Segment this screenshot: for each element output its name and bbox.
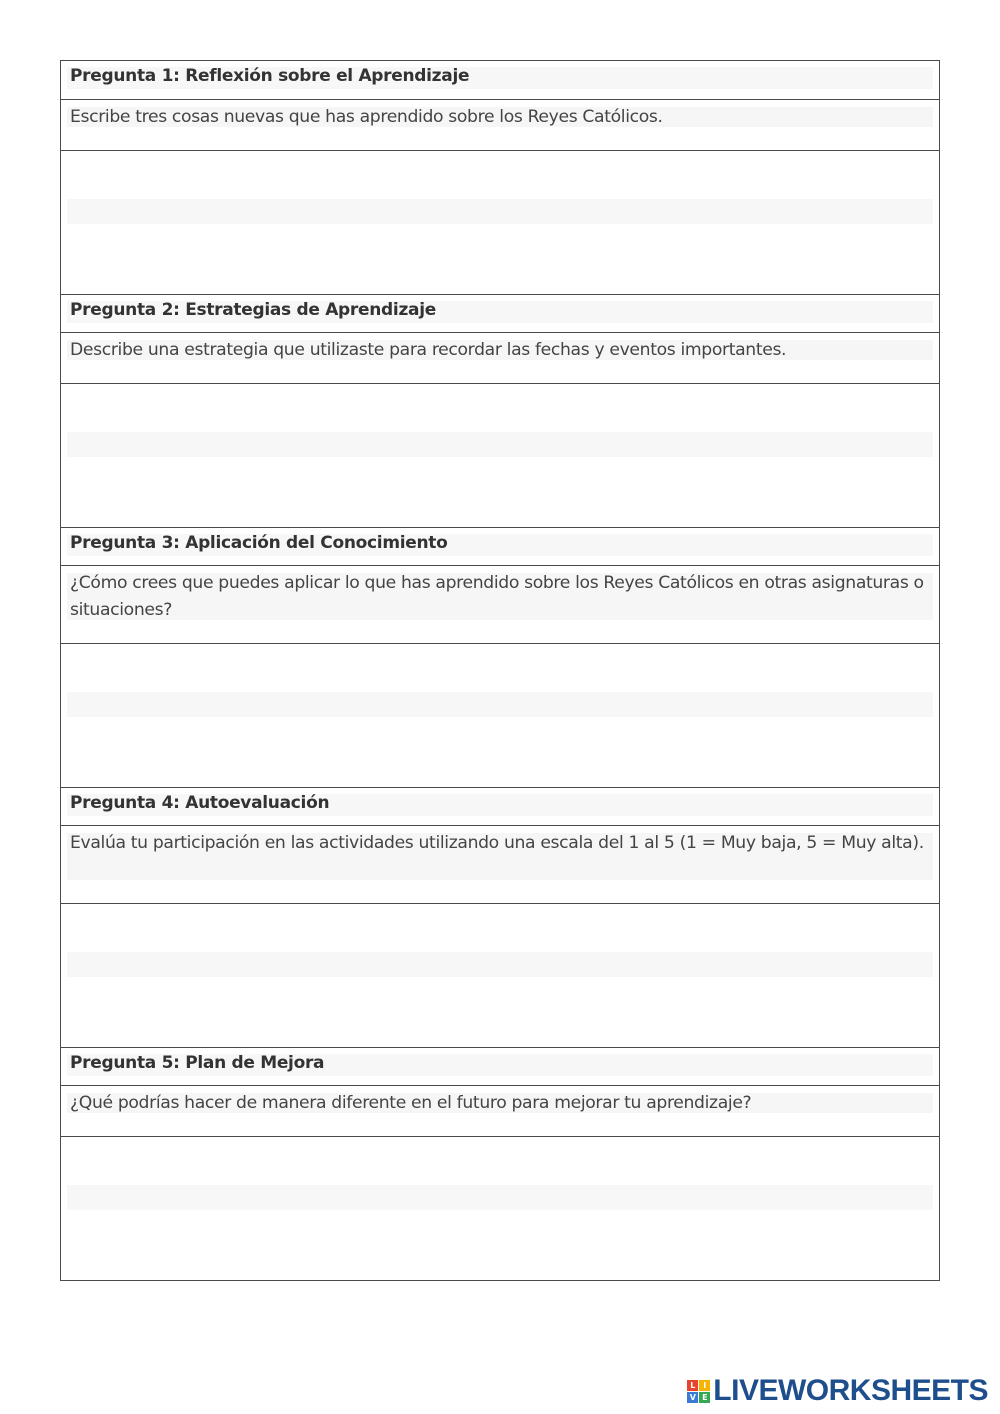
question-1-prompt-row (61, 99, 939, 150)
logo-letter-v: V (687, 1392, 698, 1403)
question-5-title-row (61, 1047, 939, 1085)
question-2-title-row (61, 294, 939, 332)
question-3-answer-input[interactable] (67, 692, 933, 717)
question-1-prompt: Escribe tres cosas nuevas que has aprendido sobre los Reyes Católicos. (70, 107, 663, 127)
question-2-prompt-row (61, 332, 939, 383)
question-5-answer-row (61, 1136, 939, 1280)
question-2-title: Pregunta 2: Estrategias de Aprendizaje (70, 300, 436, 320)
question-2-prompt: Describe una estrategia que utilizaste para recordar las fechas y eventos importantes. (70, 340, 787, 360)
question-4-title-row (61, 787, 939, 825)
question-2-answer-row (61, 383, 939, 527)
question-4-answer-input[interactable] (67, 952, 933, 977)
brand-name: LIVEWORKSHEETS (713, 1374, 988, 1407)
logo-letter-l: L (687, 1380, 698, 1391)
logo-letter-i: I (699, 1380, 710, 1391)
question-3-prompt: ¿Cómo crees que puedes aplicar lo que has aprendido sobre los Reyes Católicos en otras asignaturas o situaciones? (70, 573, 924, 620)
question-1-answer-row (61, 150, 939, 294)
liveworksheets-logo (687, 1374, 988, 1408)
question-3-prompt-row (61, 565, 939, 643)
question-5-title: Pregunta 5: Plan de Mejora (70, 1053, 325, 1073)
question-5-prompt-row (61, 1085, 939, 1136)
question-1-title: Pregunta 1: Reflexión sobre el Aprendizaje (70, 66, 470, 86)
question-5-answer-input[interactable] (67, 1185, 933, 1210)
question-3-title-row (61, 527, 939, 565)
question-5-prompt: ¿Qué podrías hacer de manera diferente en el futuro para mejorar tu aprendizaje? (70, 1093, 752, 1113)
question-4-prompt-row (61, 825, 939, 903)
question-3-answer-row (61, 643, 939, 787)
question-1-title-row (61, 61, 939, 99)
question-4-prompt: Evalúa tu participación en las actividades utilizando una escala del 1 al 5 (1 = Muy baja, 5 = Muy alta). (70, 833, 924, 853)
question-1-answer-input[interactable] (67, 199, 933, 224)
question-3-title: Pregunta 3: Aplicación del Conocimiento (70, 533, 448, 553)
question-2-answer-input[interactable] (67, 432, 933, 457)
worksheet-table (60, 60, 940, 1281)
question-4-answer-row (61, 903, 939, 1047)
question-4-title: Pregunta 4: Autoevaluación (70, 793, 330, 813)
live-squares-icon (687, 1380, 710, 1403)
logo-letter-e: E (699, 1392, 710, 1403)
